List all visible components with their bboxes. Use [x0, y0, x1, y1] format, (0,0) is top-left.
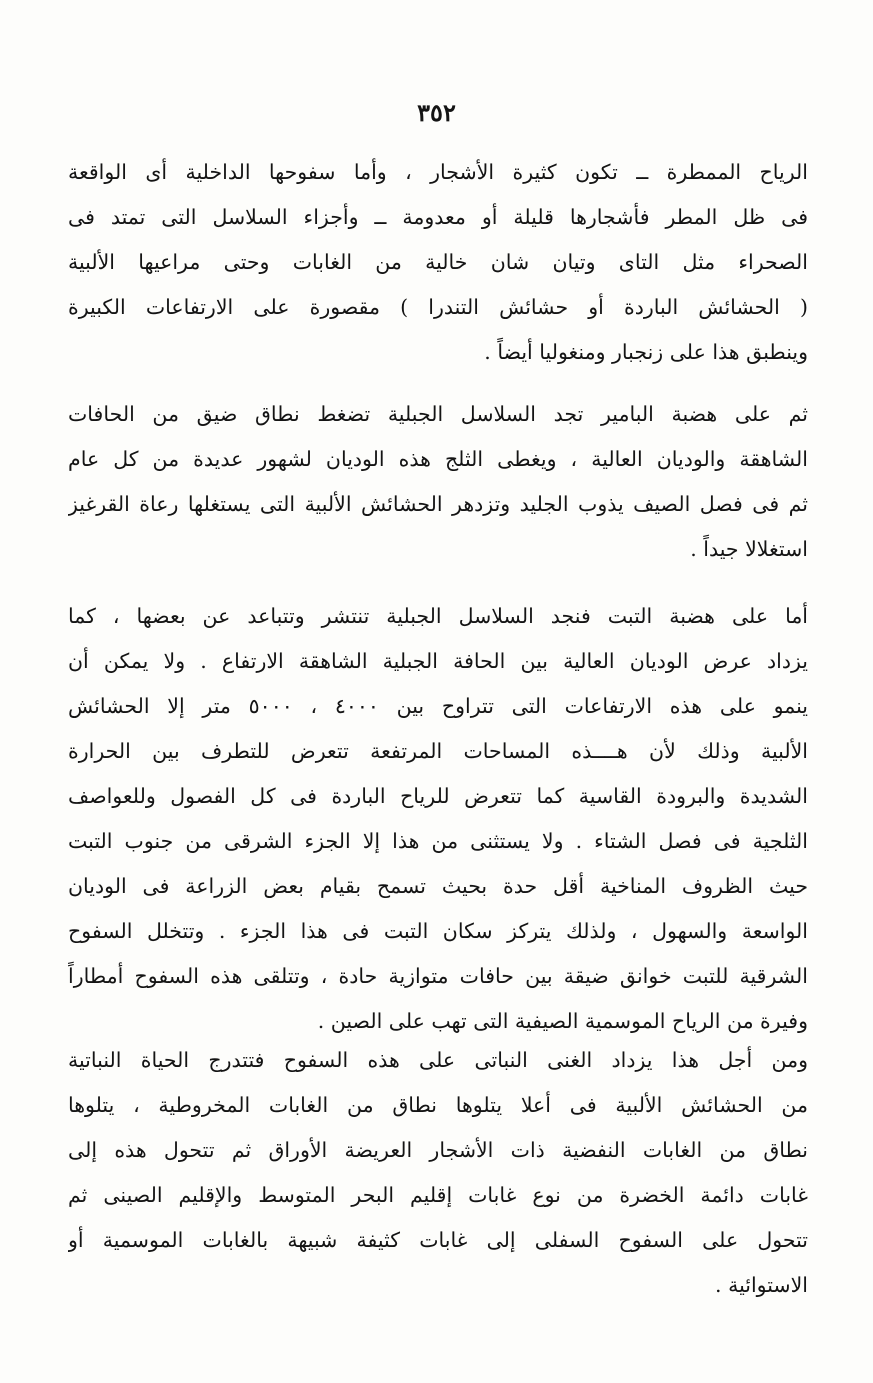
text-line: الواسعة والسهول ، ولذلك يتركز سكان التبت فى هذا الجزء . وتتخلل السفوح	[68, 919, 808, 943]
text-line: من الحشائش الألبية فى أعلا يتلوها نطاق من الغابات المخروطية ، يتلوها	[68, 1093, 808, 1117]
text-line: ثم على هضبة البامير تجد السلاسل الجبلية تضغط نطاق ضيق من الحافات	[68, 402, 808, 426]
paragraph-4	[68, 1038, 808, 1308]
text-line: استغلالا جيداً .	[690, 537, 808, 561]
text-line: وفيرة من الرياح الموسمية الصيفية التى تهب على الصين .	[317, 1009, 808, 1033]
text-line: ومن أجل هذا يزداد الغنى النباتى على هذه السفوح فتتدرج الحياة النباتية	[68, 1048, 808, 1072]
text-line: حيث الظروف المناخية أقل حدة بحيث تسمح بقيام بعض الزراعة فى الوديان	[68, 874, 808, 898]
text-line: يزداد عرض الوديان العالية بين الحافة الجبلية الشاهقة الارتفاع . ولا يمكن أن	[68, 649, 808, 673]
text-line: فى ظل المطر فأشجارها قليلة أو معدومة ــ وأجزاء السلاسل التى تمتد فى	[68, 205, 808, 229]
text-line: أما على هضبة التبت فنجد السلاسل الجبلية تنتشر وتتباعد عن بعضها ، كما	[68, 604, 808, 628]
text-line: الشاهقة والوديان العالية ، ويغطى الثلج هذه الوديان لشهور عديدة من كل عام	[68, 447, 808, 471]
text-line: الثلجية فى فصل الشتاء . ولا يستثنى من هذا إلا الجزء الشرقى من جنوب التبت	[68, 829, 808, 853]
text-line: ( الحشائش الباردة أو حشائش التندرا ) مقصورة على الارتفاعات الكبيرة	[68, 295, 808, 319]
paragraph-3	[68, 594, 808, 1044]
text-line: الألبية وذلك لأن هــــذه المساحات المرتفعة تتعرض للتطرف بين الحرارة	[68, 739, 808, 763]
page-number: ٣٥٢	[417, 98, 456, 127]
text-line: وينطبق هذا على زنجبار ومنغوليا أيضاً .	[484, 340, 808, 364]
text-line: الرياح الممطرة ــ تكون كثيرة الأشجار ، وأما سفوحها الداخلية أى الواقعة	[68, 160, 808, 184]
text-line: الشرقية للتبت خوانق ضيقة بين حافات متوازية حادة ، وتتلقى هذه السفوح أمطاراً	[68, 964, 808, 988]
text-line: الاستوائية .	[715, 1273, 808, 1297]
paragraph-1	[68, 150, 808, 375]
text-line: ينمو على هذه الارتفاعات التى تتراوح بين ٤٠٠٠ ، ٥٠٠٠ متر إلا الحشائش	[68, 694, 808, 718]
text-line: تتحول على السفوح السفلى إلى غابات كثيفة شبيهة بالغابات الموسمية أو	[68, 1228, 808, 1252]
text-line: غابات دائمة الخضرة من نوع غابات إقليم البحر المتوسط والإقليم الصينى ثم	[68, 1183, 808, 1207]
paragraph-2	[68, 392, 808, 572]
text-line: الشديدة والبرودة القاسية كما تتعرض للرياح الباردة فى كل الفصول وللعواصف	[68, 784, 808, 808]
text-line: ثم فى فصل الصيف يذوب الجليد وتزدهر الحشائش الألبية التى يستغلها رعاة القرغيز	[68, 492, 808, 516]
text-line: نطاق من الغابات النفضية ذات الأشجار العريضة الأوراق ثم تتحول هذه إلى	[68, 1138, 808, 1162]
text-line: الصحراء مثل التاى وتيان شان خالية من الغابات وحتى مراعيها الألبية	[68, 250, 808, 274]
